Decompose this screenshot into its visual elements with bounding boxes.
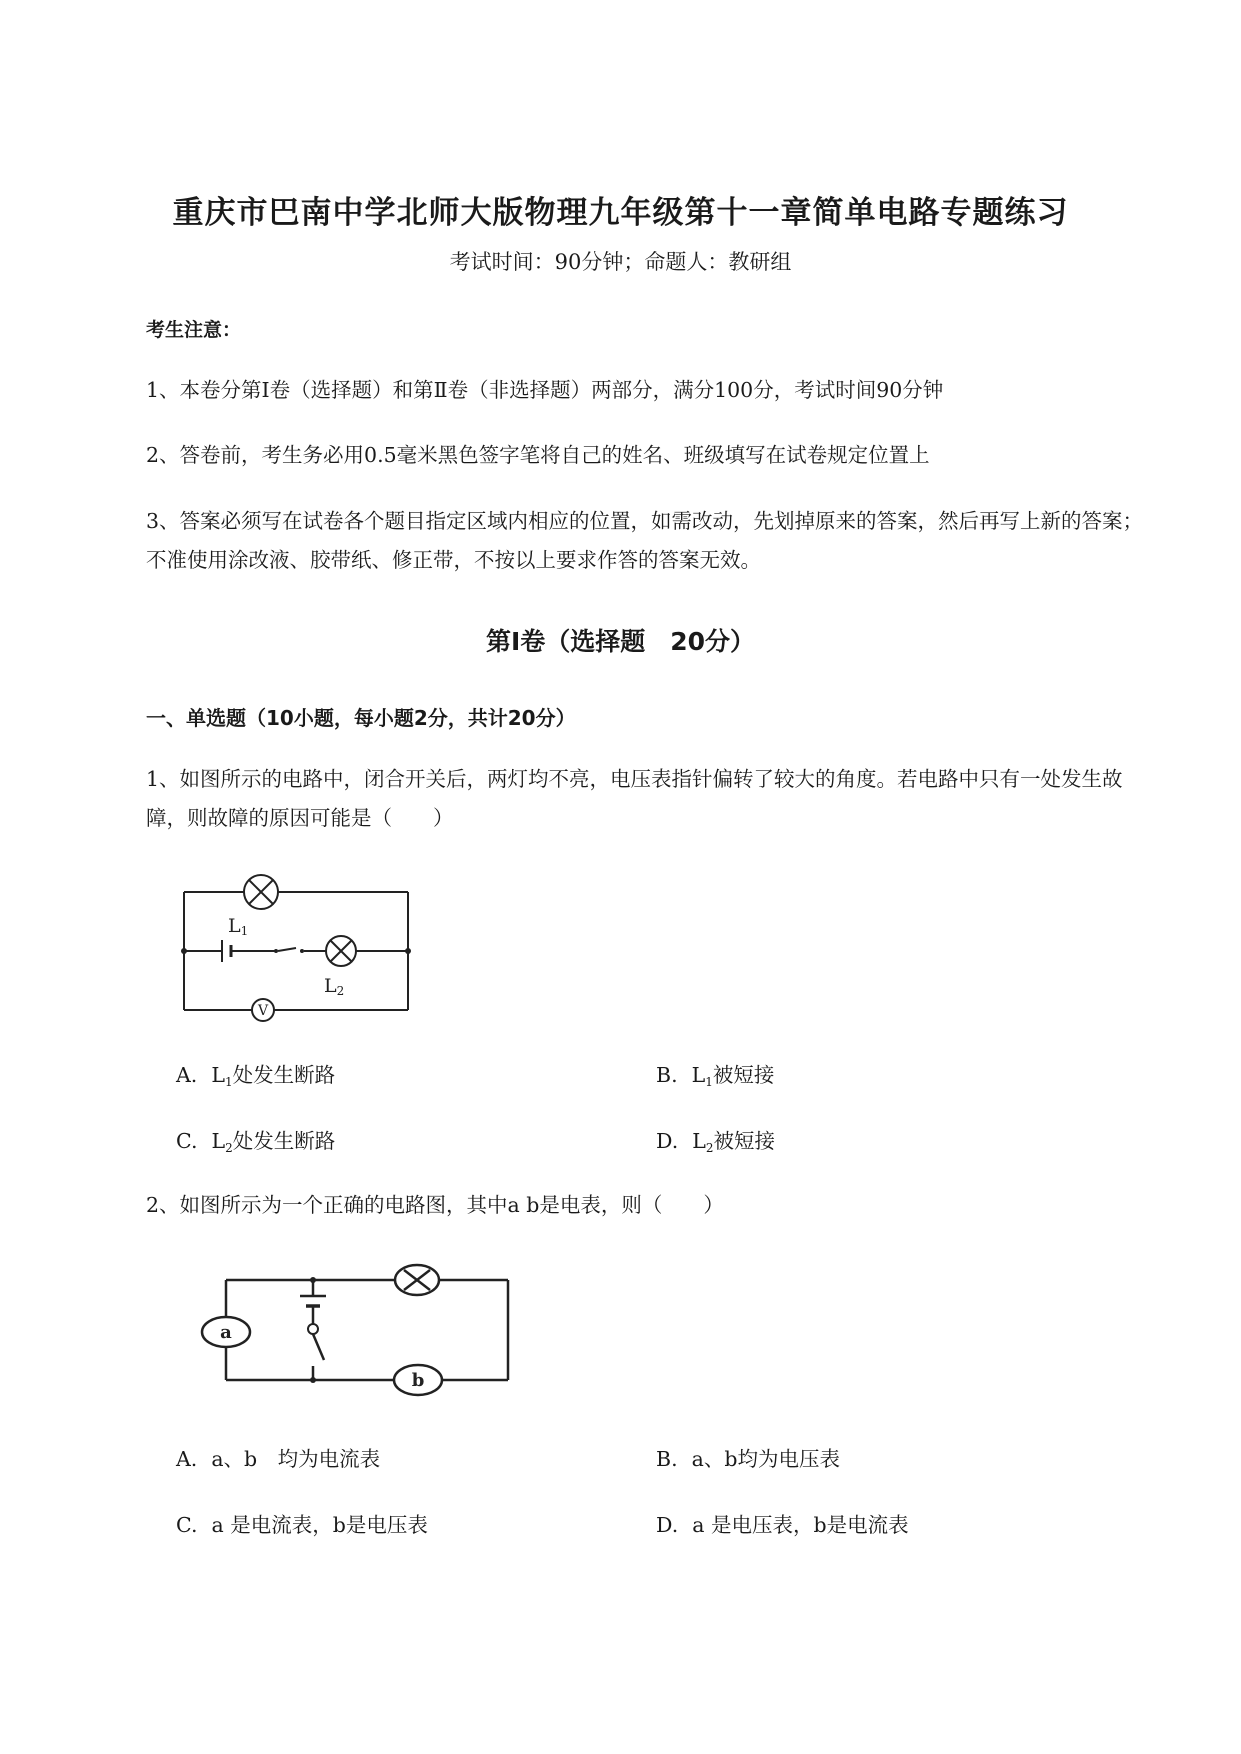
question-2-circuit-diagram [196, 1262, 516, 1402]
notice-item-1: 1、本卷分第Ⅰ卷（选择题）和第Ⅱ卷（非选择题）两部分，满分100分，考试时间90分钟 [146, 378, 944, 402]
question-1-option-d[interactable]: D. $L_2$被短接 [656, 1129, 775, 1155]
question-2-option-a[interactable]: A. a、b 均为电流表 [176, 1447, 381, 1471]
notice-heading: 考生注意： [146, 319, 242, 341]
meter-b-icon [394, 1365, 442, 1395]
section-title: 第Ⅰ卷（选择题 20分） [485, 627, 756, 656]
question-1-option-c[interactable]: C. $L_2$处发生断路 [176, 1129, 336, 1155]
question-1-stem: 1、如图所示的电路中，闭合开关后，两灯均不亮，电压表指针偏转了较大的角度。若电路中只有一处发生故障，则故障的原因可能是（ ） [146, 767, 1123, 830]
voltmeter-icon [252, 999, 274, 1021]
question-1-option-a[interactable]: A. $L_1$处发生断路 [176, 1063, 336, 1089]
exam-info: 考试时间：90分钟；命题人：教研组 [449, 250, 792, 274]
question-2-option-c[interactable]: C. a 是电流表，b是电压表 [176, 1513, 428, 1537]
svg-text:b: b [411, 1370, 425, 1391]
lamp-l2-icon [326, 936, 356, 966]
notice-item-3: 3、答案必须写在试卷各个题目指定区域内相应的位置，如需改动，先划掉原来的答案，然后再写上新的答案；不准使用涂改液、胶带纸、修正带，不按以上要求作答的答案无效。 [146, 509, 1144, 572]
question-2-option-d[interactable]: D. a 是电压表，b是电流表 [656, 1513, 909, 1537]
part-heading: 一、单选题（10小题，每小题2分，共计20分） [146, 706, 576, 730]
lamp-icon [395, 1265, 439, 1295]
lamp-l1-label: L1 [228, 915, 249, 938]
meter-a-icon [202, 1317, 250, 1347]
svg-text:a: a [220, 1322, 232, 1343]
question-1-option-b[interactable]: B. $L_1$被短接 [656, 1063, 775, 1089]
question-2-option-b[interactable]: B. a、b均为电压表 [656, 1447, 840, 1471]
svg-text:V: V [257, 1003, 269, 1019]
lamp-l2-label: L2 [324, 975, 345, 998]
page-title: 重庆市巴南中学北师大版物理九年级第十一章简单电路专题练习 [172, 195, 1069, 231]
notice-item-2: 2、答卷前，考生务必用0.5毫米黑色签字笔将自己的姓名、班级填写在试卷规定位置上 [146, 443, 930, 467]
lamp-l1-icon [244, 875, 278, 909]
question-1-circuit-diagram [176, 870, 416, 1025]
question-2-stem: 2、如图所示为一个正确的电路图，其中a b是电表，则（ ） [146, 1193, 724, 1217]
